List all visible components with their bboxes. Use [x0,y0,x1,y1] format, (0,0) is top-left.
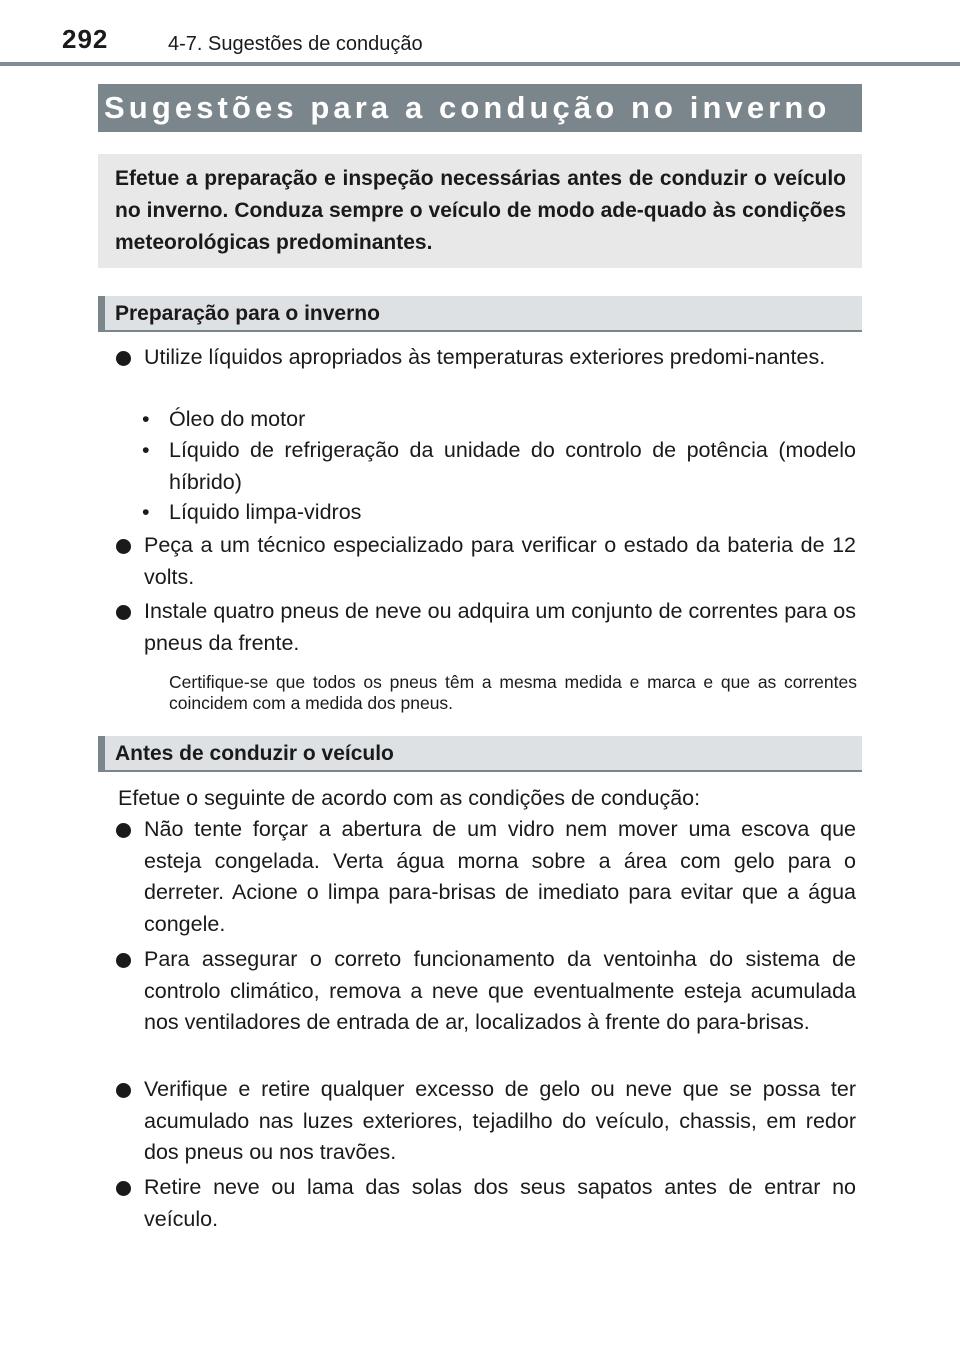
before-driving-lead: Efetue o seguinte de acordo com as condições de condução: [118,786,701,810]
bullet-dot-icon [116,1083,131,1098]
subheading-winter-preparation-label: Preparação para o inverno [115,302,380,325]
sub-bullet-icon: • [142,500,150,524]
header-divider [0,62,960,66]
list-item [116,1172,856,1235]
sub-list-item [142,435,856,498]
list-item-text: Peça a um técnico especializado para verificar o estado da bateria de 12 volts. [144,533,856,589]
bullet-dot-icon [116,1181,131,1196]
subheading-winter-preparation [98,296,862,332]
sub-list-item-text: Líquido limpa-vidros [169,500,362,524]
bullet-dot-icon [116,953,131,968]
sub-list-item [142,497,856,529]
sub-list-item [142,404,856,436]
page-title-bar [98,84,862,132]
list-item-text: Retire neve ou lama das solas dos seus sapatos antes de entrar no veículo. [144,1175,856,1231]
list-item [116,814,856,940]
list-item-text: Utilize líquidos apropriados às temperaturas exteriores predomi-nantes. [144,345,826,369]
list-item-text: Para assegurar o correto funcionamento da ventoinha do sistema de controlo climático, remova a neve que eventualmente esteja acumulada nos ventiladores de entrada de ar, localizados à frente do para-brisas. [144,947,856,1034]
page-header [0,0,960,66]
subheading-before-driving [98,736,862,772]
intro-box [98,154,862,268]
tire-note: Certifique-se que todos os pneus têm a mesma medida e marca e que as correntes coincidem com a medida dos pneus. [169,672,857,713]
bullet-dot-icon [116,351,131,366]
list-item [116,1074,856,1169]
intro-text: Efetue a preparação e inspeção necessárias antes de conduzir o veículo no inverno. Conduza sempre o veículo de modo ade-quado às condições meteorológicas predominantes. [115,167,846,254]
sub-bullet-icon: • [142,438,150,462]
section-reference: 4-7. Sugestões de condução [168,33,423,55]
bullet-dot-icon [116,823,131,838]
list-item-text: Não tente forçar a abertura de um vidro nem mover uma escova que esteja congelada. Verta água morna sobre a área com gelo para o derreter. Acione o limpa para-brisas de imediato para evitar que a água congele. [144,817,856,936]
list-item [116,944,856,1039]
page-number: 292 [62,24,109,54]
list-item-text: Verifique e retire qualquer excesso de gelo ou neve que se possa ter acumulado nas luzes exteriores, tejadilho do veículo, chassis, em redor dos pneus ou nos travões. [144,1077,856,1164]
subheading-before-driving-label: Antes de conduzir o veículo [115,742,394,765]
sub-list-item-text: Óleo do motor [169,407,306,431]
bullet-dot-icon [116,539,131,554]
sub-list-item-text: Líquido de refrigeração da unidade do controlo de potência (modelo híbrido) [169,438,856,494]
list-item [116,596,856,659]
sub-bullet-icon: • [142,407,150,431]
bullet-dot-icon [116,605,131,620]
list-item-text: Instale quatro pneus de neve ou adquira um conjunto de correntes para os pneus da frente. [144,599,856,655]
list-item [116,342,856,374]
list-item [116,530,856,593]
page-title: Sugestões para a condução no inverno [104,90,831,125]
